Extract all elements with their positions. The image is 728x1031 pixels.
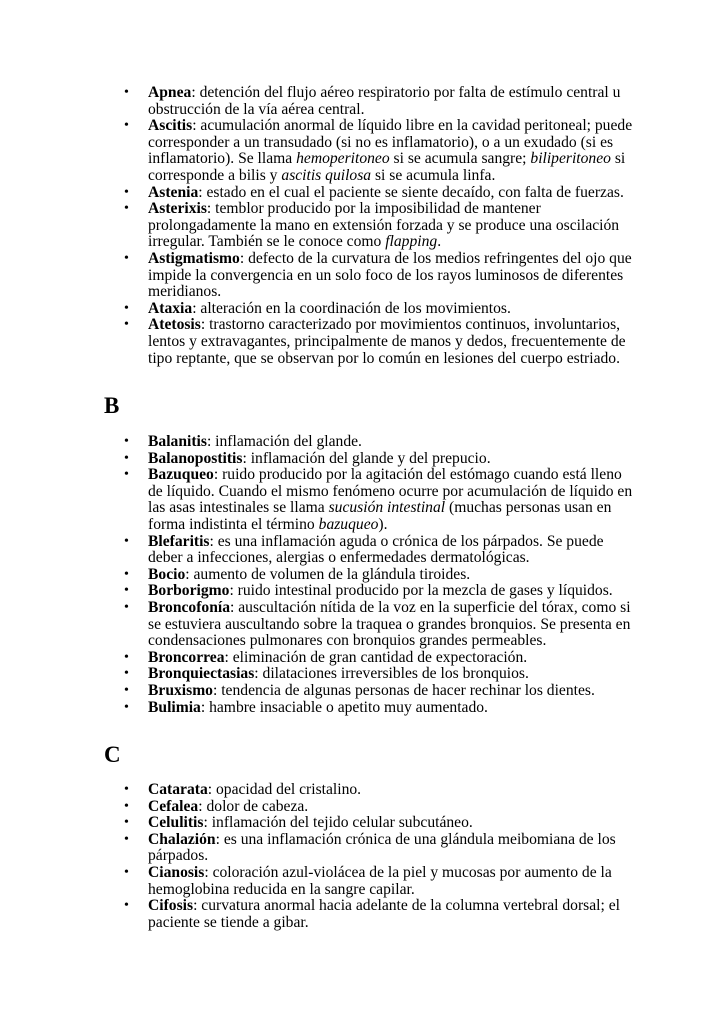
- bullet-icon: •: [124, 317, 129, 333]
- term: Balanitis: [148, 433, 207, 450]
- list-item: [0, 799, 638, 816]
- definition: .: [437, 233, 442, 251]
- definition-emphasis: biliperitoneo: [530, 150, 611, 168]
- term: Celulitis: [148, 814, 204, 832]
- list-item: [0, 898, 638, 931]
- term-separator: :: [192, 299, 201, 317]
- term: Chalazión: [148, 830, 216, 848]
- bullet-icon: •: [124, 201, 129, 217]
- term: Cefalea: [148, 797, 199, 815]
- definition-emphasis: hemoperitoneo: [296, 150, 390, 168]
- bullet-icon: •: [124, 815, 129, 831]
- glossary-list-b: [0, 434, 728, 716]
- list-item: [0, 832, 638, 865]
- term-separator: :: [192, 117, 201, 135]
- term: Astenia: [148, 183, 199, 201]
- term: Cianosis: [148, 863, 205, 881]
- term: Asterixis: [148, 200, 207, 218]
- bullet-icon: •: [124, 798, 129, 814]
- list-item: [0, 666, 638, 683]
- term: Bazuqueo: [148, 466, 214, 484]
- term: Bronquiectasias: [148, 665, 255, 683]
- term: Blefaritis: [148, 532, 210, 550]
- definition-emphasis: sucusión intestinal: [328, 499, 446, 517]
- definition: (muchas personas usan en forma indistinta el término: [148, 499, 612, 533]
- definition: inflamación del glande.: [215, 433, 362, 450]
- bullet-icon: •: [124, 184, 129, 200]
- definition: auscultación nítida de la voz en la superficie del tórax, como si se estuviera auscultando sobre la traquea o grandes bronquios. Se presenta en condensaciones pulmonares con bronquios grandes permeables.: [148, 598, 631, 650]
- term-separator: :: [191, 84, 200, 101]
- bullet-icon: •: [124, 649, 129, 665]
- definition: eliminación de gran cantidad de expectoración.: [232, 648, 528, 666]
- definition: coloración azul-violácea de la piel y mucosas por aumento de la hemoglobina reducida en la sangre capilar.: [148, 863, 612, 898]
- bullet-icon: •: [124, 450, 129, 466]
- definition: estado en el cual el paciente se siente decaído, con falta de fuerzas.: [206, 183, 624, 201]
- definition: trastorno caracterizado por movimientos continuos, involuntarios, lentos y extravagantes, principalmente de manos y dedos, frecuentemente de tipo reptante, que se observan por lo común en lesiones del cuerpo estriado.: [148, 316, 626, 367]
- term: Broncofonía: [148, 598, 231, 616]
- list-item: [0, 251, 638, 301]
- bullet-icon: •: [124, 831, 129, 847]
- list-item: [0, 301, 638, 318]
- bullet-icon: •: [124, 898, 129, 914]
- term-separator: :: [242, 449, 251, 467]
- term: Apnea: [148, 84, 192, 101]
- bullet-icon: •: [124, 118, 129, 134]
- list-item: [0, 683, 638, 700]
- list-item: [0, 782, 638, 799]
- list-item: [0, 201, 638, 251]
- list-item: [0, 118, 638, 184]
- list-item: [0, 85, 638, 118]
- term-separator: :: [204, 863, 213, 881]
- term-separator: :: [215, 830, 224, 848]
- definition-emphasis: bazuqueo: [318, 515, 379, 533]
- term: Cifosis: [148, 897, 194, 915]
- term-separator: :: [200, 316, 210, 334]
- term-separator: :: [213, 466, 223, 484]
- bullet-icon: •: [124, 599, 129, 615]
- bullet-icon: •: [124, 250, 129, 266]
- term-separator: :: [254, 665, 263, 683]
- definition: dilataciones irreversibles de los bronquios.: [262, 665, 529, 683]
- bullet-icon: •: [124, 699, 129, 715]
- bullet-icon: •: [124, 85, 129, 100]
- definition: detención del flujo aéreo respiratorio por falta de estímulo central u obstrucción de la vía aérea central.: [148, 84, 621, 118]
- bullet-icon: •: [124, 566, 129, 582]
- definition: si se acumula sangre;: [389, 150, 531, 168]
- bullet-icon: •: [124, 666, 129, 682]
- term-separator: :: [193, 897, 202, 915]
- section-heading-c: C: [104, 742, 121, 767]
- list-item: [0, 534, 638, 567]
- term: Bocio: [148, 565, 186, 583]
- bullet-icon: •: [124, 583, 129, 599]
- bullet-icon: •: [124, 782, 129, 797]
- list-item: [0, 434, 638, 451]
- definition: opacidad del cristalino.: [216, 781, 362, 798]
- list-item: [0, 583, 638, 600]
- bullet-icon: •: [124, 467, 129, 483]
- bullet-icon: •: [124, 300, 129, 316]
- term: Broncorrea: [148, 648, 225, 666]
- term-separator: :: [206, 433, 216, 450]
- term-separator: :: [200, 698, 210, 716]
- term-separator: :: [198, 797, 207, 815]
- term-separator: :: [229, 582, 238, 600]
- term: Bruxismo: [148, 681, 213, 699]
- list-item: [0, 700, 638, 717]
- term: Atetosis: [148, 316, 201, 334]
- bullet-icon: •: [124, 434, 129, 449]
- glossary-list-c: [0, 782, 728, 931]
- definition: ).: [378, 515, 388, 533]
- definition: es una inflamación aguda o crónica de los párpados. Se puede deber a infecciones, alergias o enfermedades dermatológicas.: [148, 532, 604, 567]
- term-separator: :: [224, 648, 233, 666]
- definition: dolor de cabeza.: [206, 797, 309, 815]
- bullet-icon: •: [124, 533, 129, 549]
- definition: inflamación del glande y del prepucio.: [250, 449, 491, 467]
- list-item: [0, 467, 638, 533]
- term-separator: :: [209, 532, 218, 550]
- definition: acumulación anormal de líquido libre en la cavidad peritoneal; puede corresponder a un transudado (si no es inflamatorio), o a un exudado (si es inflamatorio). Se llama: [148, 117, 633, 168]
- definition: inflamación del tejido celular subcutáneo.: [211, 814, 473, 832]
- term: Balanopostitis: [148, 449, 243, 467]
- definition: ruido producido por la agitación del estómago cuando está lleno de líquido. Cuando el mismo fenómeno ocurre por acumulación de líquido en las asas intestinales se llama: [148, 466, 633, 517]
- list-item: [0, 451, 638, 468]
- term-separator: :: [212, 681, 222, 699]
- glossary-list-a: [0, 85, 728, 367]
- list-item: [0, 317, 638, 367]
- list-item: [0, 600, 638, 650]
- definition: defecto de la curvatura de los medios refringentes del ojo que impide la convergencia en un solo foco de los rayos luminosos de diferentes meridianos.: [148, 249, 632, 301]
- bullet-icon: •: [124, 864, 129, 880]
- term: Astigmatismo: [148, 249, 240, 267]
- definition: ruido intestinal producido por la mezcla de gases y líquidos.: [237, 582, 613, 600]
- list-item: [0, 815, 638, 832]
- term: Ascitis: [148, 117, 193, 135]
- term-separator: :: [239, 249, 249, 267]
- list-item: [0, 185, 638, 202]
- definition: tendencia de algunas personas de hacer rechinar los dientes.: [221, 681, 595, 699]
- list-item: [0, 865, 638, 898]
- definition-emphasis: ascitis quilosa: [281, 166, 372, 184]
- term: Borborigmo: [148, 582, 230, 600]
- bullet-icon: •: [124, 682, 129, 698]
- list-item: [0, 650, 638, 667]
- definition: hambre insaciable o apetito muy aumentado.: [209, 698, 488, 716]
- definition: aumento de volumen de la glándula tiroides.: [193, 565, 471, 583]
- definition: curvatura anormal hacia adelante de la columna vertebral dorsal; el paciente se tiende a gibar.: [148, 897, 620, 931]
- definition: si se acumula linfa.: [371, 166, 496, 184]
- term: Ataxia: [148, 299, 193, 317]
- term-separator: :: [198, 183, 207, 201]
- term-separator: :: [207, 781, 216, 798]
- definition-emphasis: flapping: [385, 233, 438, 251]
- definition: alteración en la coordinación de los movimientos.: [200, 299, 511, 317]
- term: Bulimia: [148, 698, 201, 716]
- term-separator: :: [206, 200, 216, 218]
- definition: temblor producido por la imposibilidad de mantener prolongadamente la mano en extensión forzada y se produce una oscilación irregular. También se le conoce como: [148, 200, 620, 251]
- definition: es una inflamación crónica de una glándula meibomiana de los párpados.: [148, 830, 616, 865]
- section-heading-b: B: [104, 393, 120, 418]
- definition: si corresponde a bilis y: [148, 150, 626, 184]
- term-separator: :: [230, 598, 239, 616]
- term: Catarata: [148, 781, 208, 798]
- term-separator: :: [185, 565, 194, 583]
- term-separator: :: [203, 814, 212, 832]
- list-item: [0, 567, 638, 584]
